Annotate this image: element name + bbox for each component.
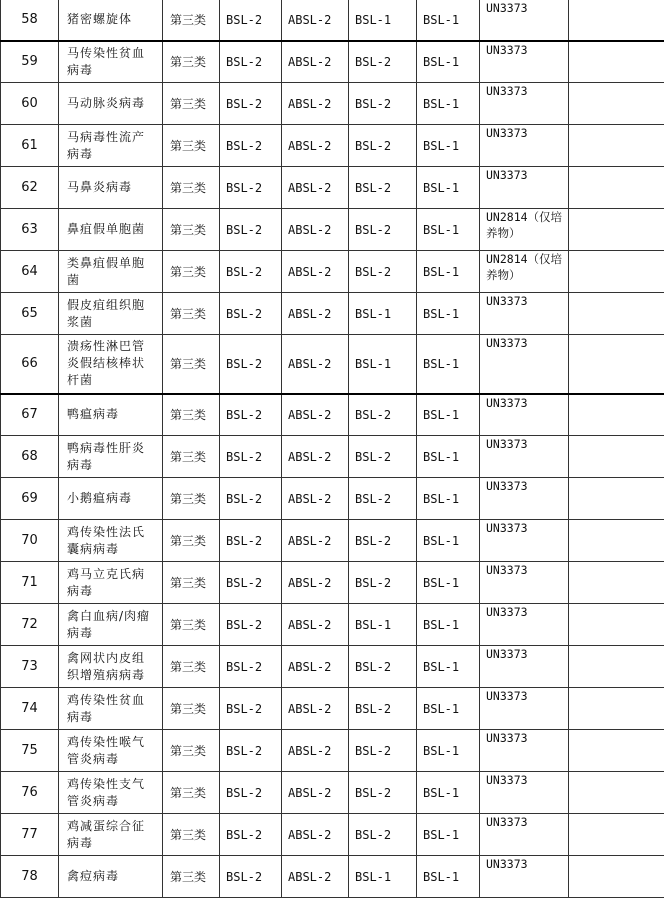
level-a: BSL-2 — [220, 167, 282, 209]
table-row — [1, 604, 664, 646]
level-d: BSL-1 — [417, 856, 480, 898]
table-row — [1, 167, 664, 209]
row-number: 67 — [1, 394, 59, 436]
empty-cell — [569, 814, 664, 856]
level-a: BSL-2 — [220, 436, 282, 478]
table-row — [1, 83, 664, 125]
level-c: BSL-2 — [349, 209, 417, 251]
table-row — [1, 293, 664, 335]
level-a: BSL-2 — [220, 688, 282, 730]
un-number: UN3373 — [480, 293, 569, 335]
row-number: 65 — [1, 293, 59, 335]
row-number: 71 — [1, 562, 59, 604]
un-number: UN3373 — [480, 562, 569, 604]
level-a: BSL-2 — [220, 0, 282, 41]
level-c: BSL-2 — [349, 814, 417, 856]
level-a: BSL-2 — [220, 772, 282, 814]
hazard-category: 第三类 — [163, 335, 220, 394]
table-row — [1, 688, 664, 730]
pathogen-name: 小鹅瘟病毒 — [59, 478, 163, 520]
pathogen-name: 马鼻炎病毒 — [59, 167, 163, 209]
level-a: BSL-2 — [220, 856, 282, 898]
un-number: UN3373 — [480, 0, 569, 41]
empty-cell — [569, 772, 664, 814]
row-number: 73 — [1, 646, 59, 688]
un-number: UN3373 — [480, 646, 569, 688]
level-c: BSL-2 — [349, 167, 417, 209]
level-b: ABSL-2 — [282, 856, 349, 898]
un-number: UN3373 — [480, 772, 569, 814]
level-b: ABSL-2 — [282, 41, 349, 83]
row-number: 74 — [1, 688, 59, 730]
pathogen-name: 类鼻疽假单胞菌 — [59, 251, 163, 293]
empty-cell — [569, 125, 664, 167]
level-a: BSL-2 — [220, 814, 282, 856]
row-number: 70 — [1, 520, 59, 562]
row-number: 58 — [1, 0, 59, 41]
hazard-category: 第三类 — [163, 436, 220, 478]
pathogen-name: 马动脉炎病毒 — [59, 83, 163, 125]
row-number: 77 — [1, 814, 59, 856]
empty-cell — [569, 646, 664, 688]
row-number: 68 — [1, 436, 59, 478]
pathogen-name: 禽白血病/肉瘤病毒 — [59, 604, 163, 646]
table-row — [1, 478, 664, 520]
level-c: BSL-1 — [349, 293, 417, 335]
hazard-category: 第三类 — [163, 562, 220, 604]
row-number: 62 — [1, 167, 59, 209]
pathogen-name: 鸡减蛋综合征病毒 — [59, 814, 163, 856]
table-row — [1, 251, 664, 293]
level-b: ABSL-2 — [282, 0, 349, 41]
level-c: BSL-2 — [349, 394, 417, 436]
level-a: BSL-2 — [220, 209, 282, 251]
table-row — [1, 814, 664, 856]
level-b: ABSL-2 — [282, 167, 349, 209]
level-a: BSL-2 — [220, 730, 282, 772]
table-row — [1, 335, 664, 394]
pathogen-name: 鸡马立克氏病病毒 — [59, 562, 163, 604]
level-c: BSL-2 — [349, 41, 417, 83]
un-number: UN3373 — [480, 688, 569, 730]
hazard-category: 第三类 — [163, 646, 220, 688]
un-number: UN3373 — [480, 125, 569, 167]
level-b: ABSL-2 — [282, 251, 349, 293]
pathogen-name: 鸡传染性贫血病毒 — [59, 688, 163, 730]
pathogen-name: 禽痘病毒 — [59, 856, 163, 898]
row-number: 75 — [1, 730, 59, 772]
table-row — [1, 394, 664, 436]
level-b: ABSL-2 — [282, 772, 349, 814]
row-number: 72 — [1, 604, 59, 646]
row-number: 61 — [1, 125, 59, 167]
level-a: BSL-2 — [220, 394, 282, 436]
empty-cell — [569, 520, 664, 562]
level-b: ABSL-2 — [282, 520, 349, 562]
level-b: ABSL-2 — [282, 125, 349, 167]
level-c: BSL-1 — [349, 856, 417, 898]
level-a: BSL-2 — [220, 604, 282, 646]
row-number: 64 — [1, 251, 59, 293]
empty-cell — [569, 209, 664, 251]
empty-cell — [569, 730, 664, 772]
level-c: BSL-2 — [349, 730, 417, 772]
level-c: BSL-2 — [349, 562, 417, 604]
hazard-category: 第三类 — [163, 478, 220, 520]
hazard-category: 第三类 — [163, 125, 220, 167]
empty-cell — [569, 0, 664, 41]
pathogen-name: 鸭病毒性肝炎病毒 — [59, 436, 163, 478]
hazard-category: 第三类 — [163, 520, 220, 562]
hazard-category: 第三类 — [163, 0, 220, 41]
empty-cell — [569, 688, 664, 730]
level-b: ABSL-2 — [282, 730, 349, 772]
level-b: ABSL-2 — [282, 688, 349, 730]
level-d: BSL-1 — [417, 125, 480, 167]
table-row — [1, 0, 664, 41]
un-number: UN3373 — [480, 478, 569, 520]
level-d: BSL-1 — [417, 520, 480, 562]
hazard-category: 第三类 — [163, 604, 220, 646]
level-c: BSL-1 — [349, 0, 417, 41]
row-number: 63 — [1, 209, 59, 251]
level-d: BSL-1 — [417, 41, 480, 83]
un-number: UN3373 — [480, 41, 569, 83]
pathogen-name: 猪密螺旋体 — [59, 0, 163, 41]
table-row — [1, 41, 664, 83]
level-b: ABSL-2 — [282, 604, 349, 646]
level-a: BSL-2 — [220, 520, 282, 562]
un-number: UN2814（仅培养物） — [480, 251, 569, 293]
hazard-category: 第三类 — [163, 772, 220, 814]
level-d: BSL-1 — [417, 646, 480, 688]
pathogen-name: 假皮疽组织胞浆菌 — [59, 293, 163, 335]
level-a: BSL-2 — [220, 251, 282, 293]
empty-cell — [569, 83, 664, 125]
un-number: UN3373 — [480, 520, 569, 562]
empty-cell — [569, 478, 664, 520]
level-d: BSL-1 — [417, 167, 480, 209]
level-d: BSL-1 — [417, 562, 480, 604]
level-b: ABSL-2 — [282, 335, 349, 394]
level-d: BSL-1 — [417, 478, 480, 520]
row-number: 59 — [1, 41, 59, 83]
un-number: UN3373 — [480, 814, 569, 856]
hazard-category: 第三类 — [163, 293, 220, 335]
pathogen-name: 鸡传染性法氏囊病病毒 — [59, 520, 163, 562]
empty-cell — [569, 562, 664, 604]
un-number: UN3373 — [480, 730, 569, 772]
hazard-category: 第三类 — [163, 856, 220, 898]
level-a: BSL-2 — [220, 83, 282, 125]
pathogen-name: 鸭瘟病毒 — [59, 394, 163, 436]
level-d: BSL-1 — [417, 251, 480, 293]
row-number: 69 — [1, 478, 59, 520]
level-d: BSL-1 — [417, 436, 480, 478]
level-c: BSL-2 — [349, 83, 417, 125]
hazard-category: 第三类 — [163, 83, 220, 125]
level-b: ABSL-2 — [282, 209, 349, 251]
pathogen-name: 禽网状内皮组织增殖病病毒 — [59, 646, 163, 688]
level-d: BSL-1 — [417, 83, 480, 125]
level-c: BSL-2 — [349, 772, 417, 814]
empty-cell — [569, 436, 664, 478]
row-number: 66 — [1, 335, 59, 394]
un-number: UN3373 — [480, 83, 569, 125]
level-c: BSL-1 — [349, 604, 417, 646]
level-a: BSL-2 — [220, 646, 282, 688]
row-number: 78 — [1, 856, 59, 898]
table-row — [1, 730, 664, 772]
hazard-category: 第三类 — [163, 251, 220, 293]
level-d: BSL-1 — [417, 394, 480, 436]
level-a: BSL-2 — [220, 335, 282, 394]
un-number: UN3373 — [480, 167, 569, 209]
un-number: UN3373 — [480, 436, 569, 478]
level-b: ABSL-2 — [282, 646, 349, 688]
level-b: ABSL-2 — [282, 814, 349, 856]
level-d: BSL-1 — [417, 604, 480, 646]
un-number: UN2814（仅培养物） — [480, 209, 569, 251]
level-c: BSL-1 — [349, 335, 417, 394]
level-d: BSL-1 — [417, 730, 480, 772]
empty-cell — [569, 604, 664, 646]
level-d: BSL-1 — [417, 209, 480, 251]
level-d: BSL-1 — [417, 0, 480, 41]
un-number: UN3373 — [480, 335, 569, 394]
table-row — [1, 125, 664, 167]
pathogen-name: 马传染性贫血病毒 — [59, 41, 163, 83]
table-row — [1, 856, 664, 898]
level-a: BSL-2 — [220, 125, 282, 167]
level-a: BSL-2 — [220, 562, 282, 604]
un-number: UN3373 — [480, 394, 569, 436]
level-b: ABSL-2 — [282, 293, 349, 335]
hazard-category: 第三类 — [163, 41, 220, 83]
hazard-category: 第三类 — [163, 688, 220, 730]
hazard-category: 第三类 — [163, 814, 220, 856]
empty-cell — [569, 167, 664, 209]
empty-cell — [569, 41, 664, 83]
table-row — [1, 436, 664, 478]
level-b: ABSL-2 — [282, 436, 349, 478]
row-number: 60 — [1, 83, 59, 125]
table-body — [1, 0, 664, 898]
level-c: BSL-2 — [349, 646, 417, 688]
level-a: BSL-2 — [220, 478, 282, 520]
empty-cell — [569, 394, 664, 436]
level-d: BSL-1 — [417, 772, 480, 814]
level-d: BSL-1 — [417, 814, 480, 856]
pathogen-name: 鸡传染性喉气管炎病毒 — [59, 730, 163, 772]
table-row — [1, 520, 664, 562]
hazard-category: 第三类 — [163, 209, 220, 251]
level-b: ABSL-2 — [282, 83, 349, 125]
pathogen-name: 鸡传染性支气管炎病毒 — [59, 772, 163, 814]
empty-cell — [569, 293, 664, 335]
level-c: BSL-2 — [349, 436, 417, 478]
level-d: BSL-1 — [417, 293, 480, 335]
pathogen-name: 马病毒性流产病毒 — [59, 125, 163, 167]
hazard-category: 第三类 — [163, 730, 220, 772]
table-row — [1, 646, 664, 688]
level-a: BSL-2 — [220, 293, 282, 335]
level-c: BSL-2 — [349, 478, 417, 520]
empty-cell — [569, 856, 664, 898]
un-number: UN3373 — [480, 604, 569, 646]
hazard-category: 第三类 — [163, 167, 220, 209]
empty-cell — [569, 335, 664, 394]
level-a: BSL-2 — [220, 41, 282, 83]
level-b: ABSL-2 — [282, 478, 349, 520]
level-d: BSL-1 — [417, 688, 480, 730]
table-row — [1, 772, 664, 814]
row-number: 76 — [1, 772, 59, 814]
level-c: BSL-2 — [349, 125, 417, 167]
level-d: BSL-1 — [417, 335, 480, 394]
pathogen-name: 溃疡性淋巴管炎假结核棒状杆菌 — [59, 335, 163, 394]
level-b: ABSL-2 — [282, 394, 349, 436]
level-c: BSL-2 — [349, 688, 417, 730]
pathogen-name: 鼻疽假单胞菌 — [59, 209, 163, 251]
table-row — [1, 209, 664, 251]
empty-cell — [569, 251, 664, 293]
level-c: BSL-2 — [349, 520, 417, 562]
hazard-category: 第三类 — [163, 394, 220, 436]
table-row — [1, 562, 664, 604]
un-number: UN3373 — [480, 856, 569, 898]
level-b: ABSL-2 — [282, 562, 349, 604]
level-c: BSL-2 — [349, 251, 417, 293]
